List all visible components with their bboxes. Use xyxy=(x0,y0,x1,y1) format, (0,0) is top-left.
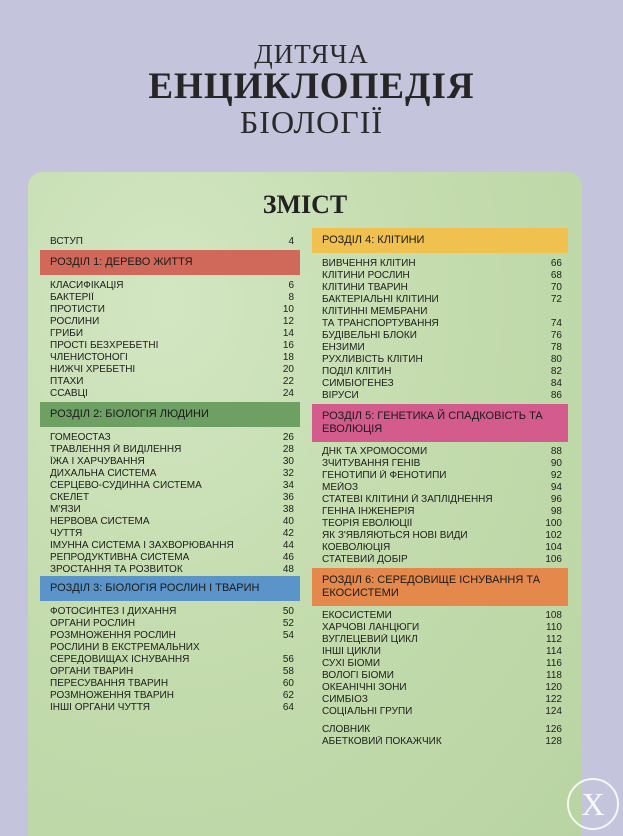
toc-entry[interactable]: СЕРЕДОВИЩАХ ІСНУВАННЯ 56 xyxy=(50,654,294,665)
toc-entry[interactable]: ВУГЛЕЦЕВИЙ ЦИКЛ 112 xyxy=(322,634,562,645)
toc-entry-glossary[interactable]: СЛОВНИК 126 xyxy=(322,724,562,735)
section-header-4[interactable]: РОЗДІЛ 4: КЛІТИНИ xyxy=(312,228,568,253)
toc-entry[interactable]: СИМБІОГЕНЕЗ 84 xyxy=(322,378,562,389)
section-header-2[interactable]: РОЗДІЛ 2: БІОЛОГІЯ ЛЮДИНИ xyxy=(40,402,300,427)
title-line-3: БІОЛОГІЇ xyxy=(239,104,384,140)
toc-entry[interactable]: ФОТОСИНТЕЗ І ДИХАННЯ 50 xyxy=(50,606,294,617)
book-title xyxy=(0,40,623,138)
toc-entry[interactable]: КЛАСИФІКАЦІЯ 6 xyxy=(50,280,294,291)
toc-entry[interactable]: КЛІТИНИ РОСЛИН 68 xyxy=(322,270,562,281)
toc-entry[interactable]: ЕКОСИСТЕМИ 108 xyxy=(322,610,562,621)
toc-entry[interactable]: ТЕОРІЯ ЕВОЛЮЦІЇ 100 xyxy=(322,518,562,529)
toc-entry[interactable]: ЗЧИТУВАННЯ ГЕНІВ 90 xyxy=(322,458,562,469)
toc-entry[interactable]: БУДІВЕЛЬНІ БЛОКИ 76 xyxy=(322,330,562,341)
toc-entry[interactable]: ІМУННА СИСТЕМА І ЗАХВОРЮВАННЯ 44 xyxy=(50,540,294,551)
toc-entry[interactable]: ЕНЗИМИ 78 xyxy=(322,342,562,353)
toc-entry[interactable]: ЯК З'ЯВЛЯЮТЬСЯ НОВІ ВИДИ 102 xyxy=(322,530,562,541)
toc-entry[interactable]: ПРОТИСТИ 10 xyxy=(50,304,294,315)
toc-entry[interactable]: ЧЛЕНИСТОНОГІ 18 xyxy=(50,352,294,363)
toc-entry[interactable]: РОЗМНОЖЕННЯ РОСЛИН 54 xyxy=(50,630,294,641)
toc-entry[interactable]: ГЕННА ІНЖЕНЕРІЯ 98 xyxy=(322,506,562,517)
toc-entry[interactable]: ХАРЧОВІ ЛАНЦЮГИ 110 xyxy=(322,622,562,633)
toc-entry[interactable]: ПТАХИ 22 xyxy=(50,376,294,387)
toc-entry[interactable]: ЇЖА І ХАРЧУВАННЯ 30 xyxy=(50,456,294,467)
section-header-5[interactable]: РОЗДІЛ 5: ГЕНЕТИКА Й СПАДКОВІСТЬ ТА ЕВОЛЮЦІЯ xyxy=(312,404,568,442)
toc-entry[interactable]: НИЖЧІ ХРЕБЕТНІ 20 xyxy=(50,364,294,375)
toc-entry[interactable]: СУХІ БІОМИ 116 xyxy=(322,658,562,669)
toc-entry[interactable]: ССАВЦІ 24 xyxy=(50,388,294,399)
toc-entry[interactable]: СТАТЕВІ КЛІТИНИ Й ЗАПЛІДНЕННЯ 96 xyxy=(322,494,562,505)
toc-entry[interactable]: СКЕЛЕТ 36 xyxy=(50,492,294,503)
toc-entry[interactable]: М'ЯЗИ 38 xyxy=(50,504,294,515)
toc-entry[interactable]: ВІРУСИ 86 xyxy=(322,390,562,401)
toc-entry[interactable]: ОРГАНИ ТВАРИН 58 xyxy=(50,666,294,677)
toc-entry[interactable]: ВОЛОГІ БІОМИ 118 xyxy=(322,670,562,681)
toc-entry-index[interactable]: АБЕТКОВИЙ ПОКАЖЧИК 128 xyxy=(322,736,562,747)
toc-entry[interactable]: НЕРВОВА СИСТЕМА 40 xyxy=(50,516,294,527)
toc-entry[interactable]: СИМБІОЗ 122 xyxy=(322,694,562,705)
toc-title: ЗМІСТ xyxy=(262,190,348,219)
toc-entry[interactable]: ГРИБИ 14 xyxy=(50,328,294,339)
title-line-2: ЕНЦИКЛОПЕДІЯ xyxy=(148,66,475,107)
toc-entry[interactable]: ПРОСТІ БЕЗХРЕБЕТНІ 16 xyxy=(50,340,294,351)
section-header-1[interactable]: РОЗДІЛ 1: ДЕРЕВО ЖИТТЯ xyxy=(40,250,300,275)
toc-entry[interactable]: СОЦІАЛЬНІ ГРУПИ 124 xyxy=(322,706,562,717)
section-header-6[interactable]: РОЗДІЛ 6: СЕРЕДОВИЩЕ ІСНУВАННЯ ТА ЕКОСИСТЕМИ xyxy=(312,568,568,606)
toc-entry-intro[interactable]: ВСТУП 4 xyxy=(50,236,294,247)
toc-entry[interactable]: РОСЛИНИ 12 xyxy=(50,316,294,327)
toc-panel xyxy=(28,172,582,836)
toc-entry[interactable]: РОЗМНОЖЕННЯ ТВАРИН 62 xyxy=(50,690,294,701)
toc-entry[interactable]: ГОМЕОСТАЗ 26 xyxy=(50,432,294,443)
toc-entry[interactable]: ПОДІЛ КЛІТИН 82 xyxy=(322,366,562,377)
toc-entry[interactable]: КЛІТИНИ ТВАРИН 70 xyxy=(322,282,562,293)
toc-entry[interactable]: ВИВЧЕННЯ КЛІТИН 66 xyxy=(322,258,562,269)
toc-entry[interactable]: БАКТЕРІЇ 8 xyxy=(50,292,294,303)
toc-entry[interactable]: КЛІТИННІ МЕМБРАНИ xyxy=(322,306,428,317)
toc-entry[interactable]: ЧУТТЯ 42 xyxy=(50,528,294,539)
toc-entry[interactable]: РОСЛИНИ В ЕКСТРЕМАЛЬНИХ xyxy=(50,642,200,653)
toc-entry[interactable]: КОЕВОЛЮЦІЯ 104 xyxy=(322,542,562,553)
toc-entry[interactable]: ОКЕАНІЧНІ ЗОНИ 120 xyxy=(322,682,562,693)
watermark-logo: X xyxy=(567,778,619,830)
toc-entry[interactable]: ІНШІ ЦИКЛИ 114 xyxy=(322,646,562,657)
toc-entry[interactable]: ІНШІ ОРГАНИ ЧУТТЯ 64 xyxy=(50,702,294,713)
toc-entry[interactable]: РУХЛИВІСТЬ КЛІТИН 80 xyxy=(322,354,562,365)
toc-entry[interactable]: ГЕНОТИПИ Й ФЕНОТИПИ 92 xyxy=(322,470,562,481)
toc-entry[interactable]: ТА ТРАНСПОРТУВАННЯ 74 xyxy=(322,318,562,329)
toc-entry[interactable]: ПЕРЕСУВАННЯ ТВАРИН 60 xyxy=(50,678,294,689)
toc-entry[interactable]: СЕРЦЕВО-СУДИННА СИСТЕМА 34 xyxy=(50,480,294,491)
toc-entry[interactable]: ДИХАЛЬНА СИСТЕМА 32 xyxy=(50,468,294,479)
toc-entry[interactable]: СТАТЕВИЙ ДОБІР 106 xyxy=(322,554,562,565)
toc-entry[interactable]: МЕЙОЗ 94 xyxy=(322,482,562,493)
toc-entry[interactable]: БАКТЕРІАЛЬНІ КЛІТИНИ 72 xyxy=(322,294,562,305)
toc-entry[interactable]: ДНК ТА ХРОМОСОМИ 88 xyxy=(322,446,562,457)
toc-entry[interactable]: ОРГАНИ РОСЛИН 52 xyxy=(50,618,294,629)
section-header-3[interactable]: РОЗДІЛ 3: БІОЛОГІЯ РОСЛИН І ТВАРИН xyxy=(40,576,300,601)
toc-entry[interactable]: РЕПРОДУКТИВНА СИСТЕМА 46 xyxy=(50,552,294,563)
toc-entry[interactable]: ЗРОСТАННЯ ТА РОЗВИТОК 48 xyxy=(50,564,294,575)
title-line-1: ДИТЯЧА xyxy=(254,39,369,69)
toc-entry[interactable]: ТРАВЛЕННЯ Й ВИДІЛЕННЯ 28 xyxy=(50,444,294,455)
